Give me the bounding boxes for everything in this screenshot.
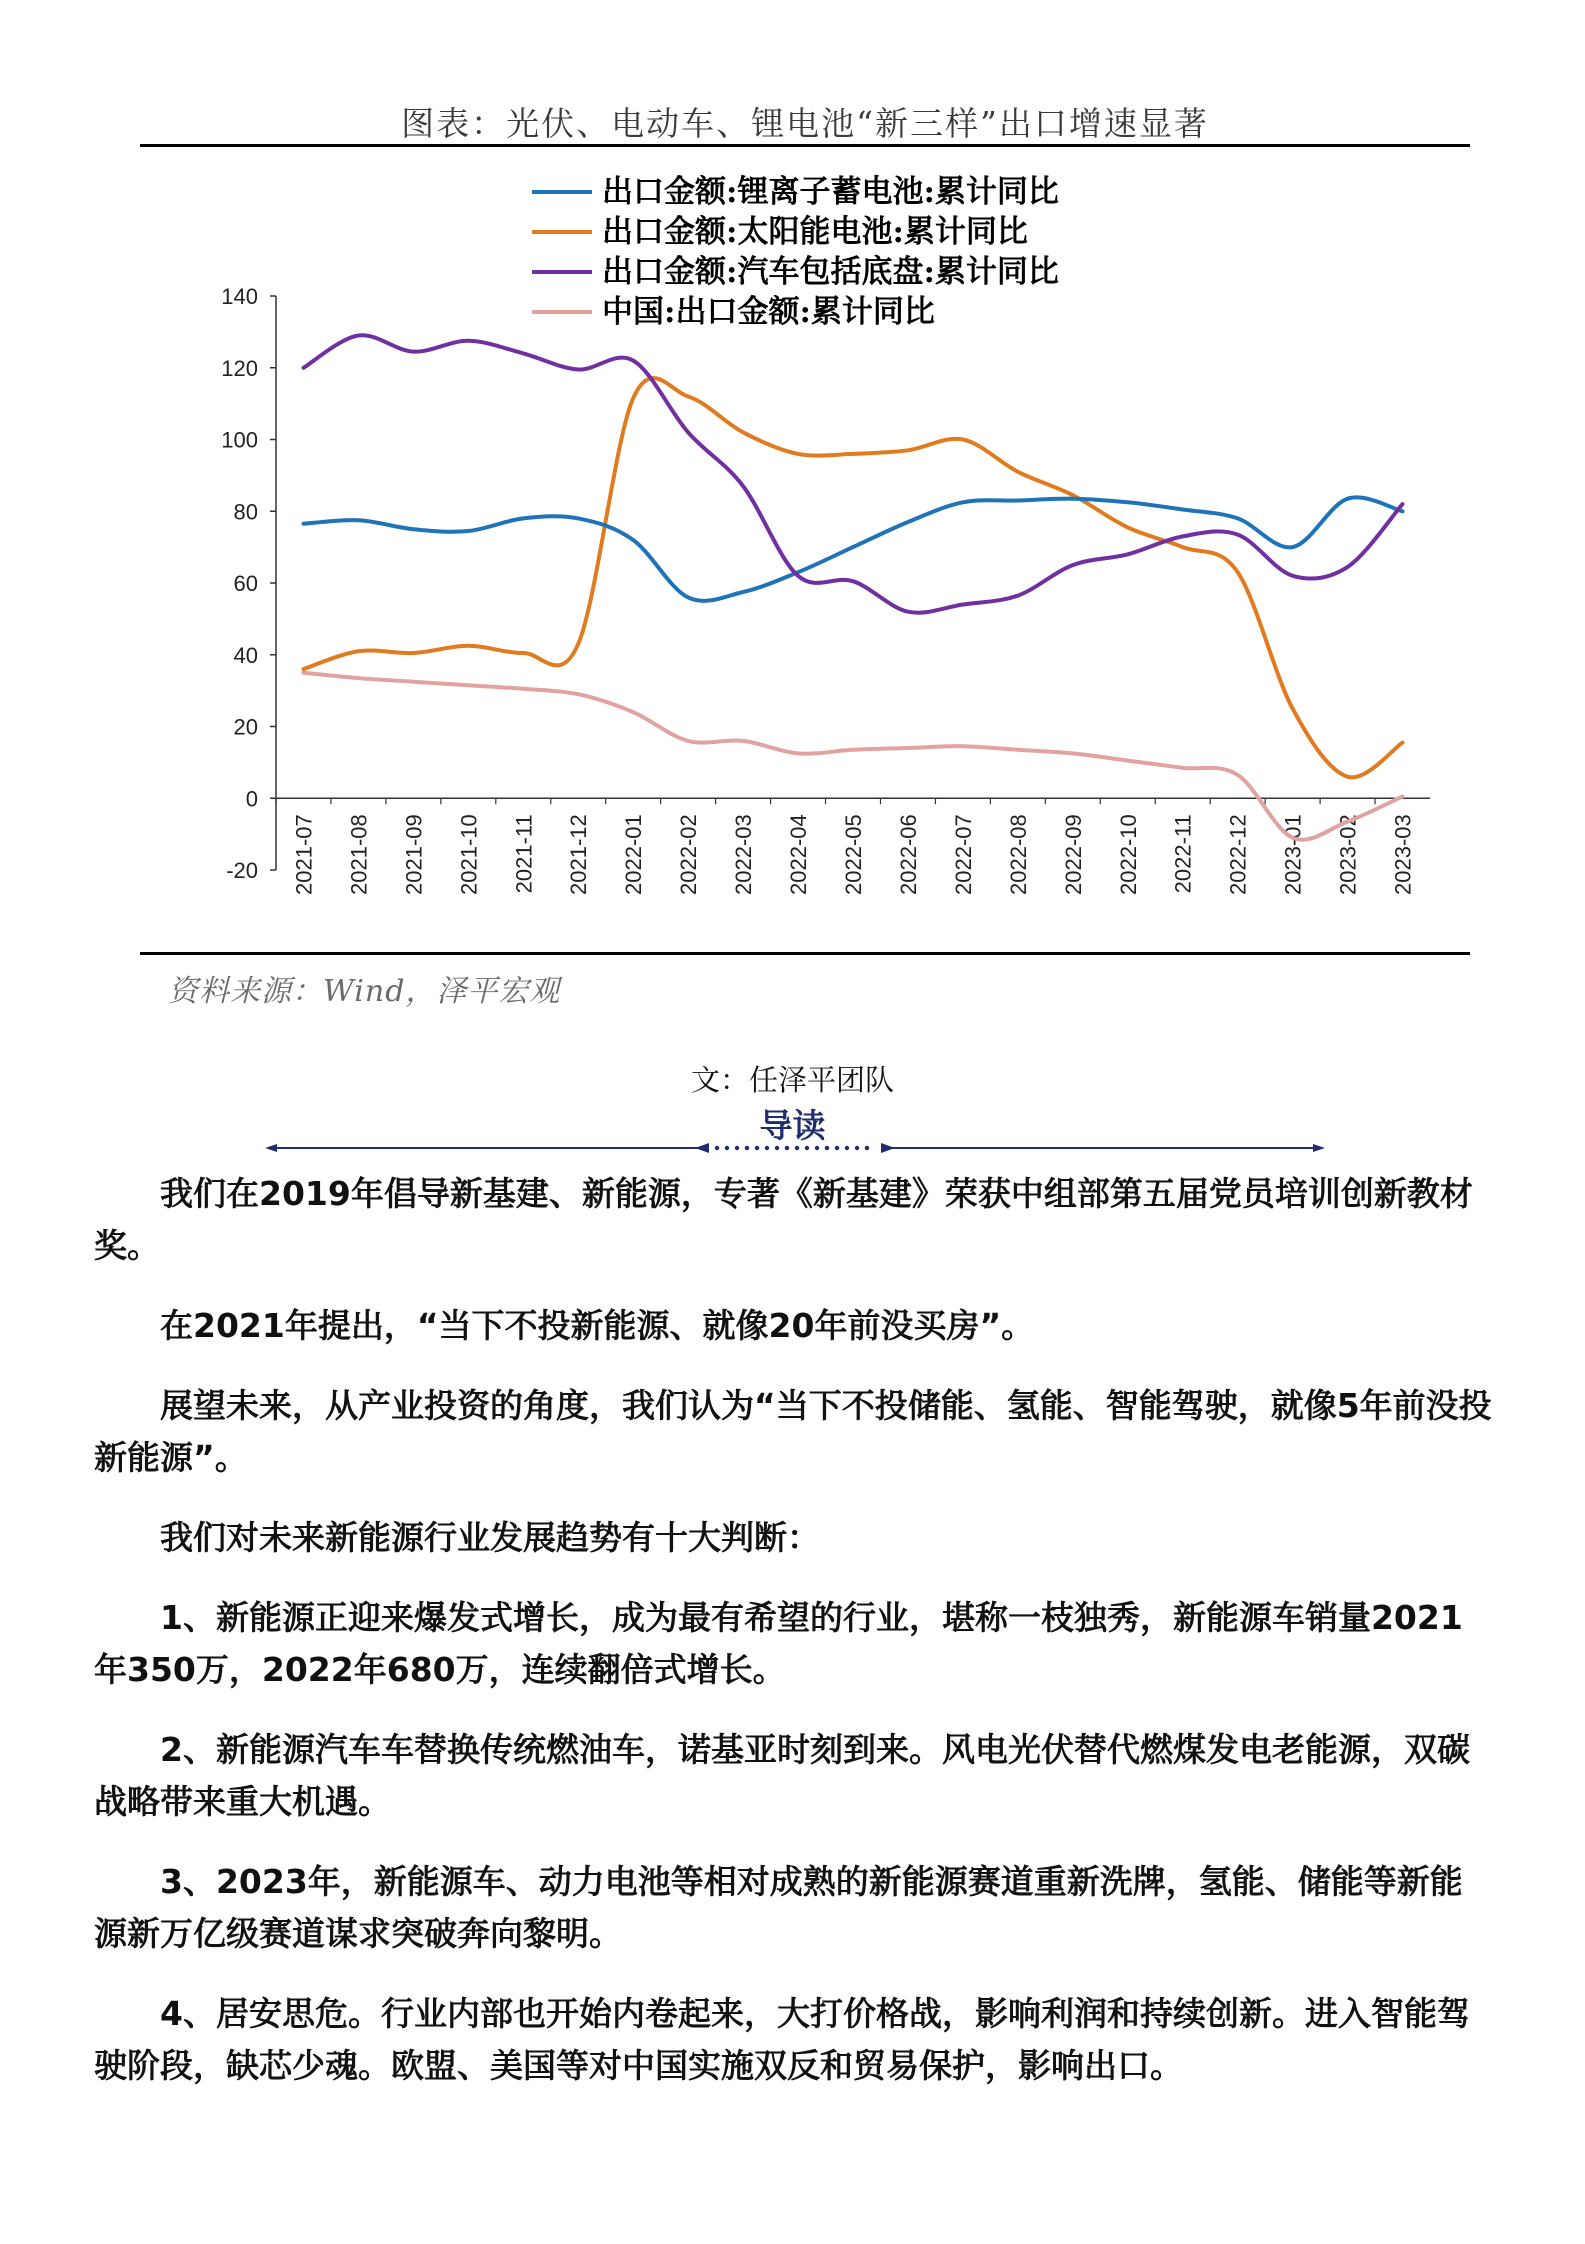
x-tick-label: 2022-01 bbox=[621, 814, 647, 895]
article-paragraph: 我们对未来新能源行业发展趋势有十大判断： bbox=[160, 1518, 820, 1557]
chart-series bbox=[304, 335, 1403, 839]
y-tick-label: 40 bbox=[233, 642, 258, 668]
y-tick-label: -20 bbox=[226, 858, 258, 883]
line-chart bbox=[140, 150, 1470, 950]
x-tick-label: 2022-11 bbox=[1170, 814, 1196, 894]
article-body bbox=[94, 1168, 1494, 2120]
figure-top-rule bbox=[140, 144, 1470, 147]
x-tick-label: 2022-05 bbox=[841, 814, 866, 895]
article-paragraph: 1、新能源正迎来爆发式增长，成为最有希望的行业，堪称一枝独秀，新能源车销量2021年350万，2022年680万，连续翻倍式增长。 bbox=[94, 1598, 1463, 1689]
guide-heading: 导读 bbox=[759, 1106, 826, 1145]
y-tick-label: 100 bbox=[221, 427, 258, 453]
article-paragraph: 2、新能源汽车车替换传统燃油车，诺基亚时刻到来。风电光伏替代燃煤发电老能源，双碳战略带来重大机遇。 bbox=[94, 1730, 1470, 1821]
guide-ornament-divider bbox=[265, 1138, 1325, 1158]
y-tick-label: 140 bbox=[221, 284, 258, 309]
x-tick-label: 2022-12 bbox=[1225, 814, 1251, 895]
y-tick-label: 80 bbox=[233, 499, 258, 525]
y-tick-label: 20 bbox=[233, 714, 258, 740]
article-paragraph: 4、居安思危。行业内部也开始内卷起来，大打价格战，影响利润和持续创新。进入智能驾驶阶段，缺芯少魂。欧盟、美国等对中国实施双反和贸易保护，影响出口。 bbox=[94, 1994, 1470, 2085]
x-tick-label: 2021-10 bbox=[456, 814, 482, 895]
figure-title: 图表：光伏、电动车、锂电池“新三样”出口增速显著 bbox=[401, 104, 1209, 143]
x-tick-label: 2022-06 bbox=[895, 814, 921, 895]
x-tick-label: 2022-10 bbox=[1115, 814, 1141, 895]
x-tick-label: 2022-02 bbox=[676, 814, 702, 895]
x-tick-label: 2022-09 bbox=[1060, 814, 1086, 895]
x-tick-label: 2021-12 bbox=[566, 814, 592, 895]
article-paragraph: 展望未来，从产业投资的角度，我们认为“当下不投储能、氢能、智能驾驶，就像5年前没投新能源”。 bbox=[94, 1386, 1492, 1477]
article-paragraph: 我们在2019年倡导新基建、新能源，专著《新基建》荣获中组部第五届党员培训创新教材奖。 bbox=[94, 1174, 1473, 1265]
x-tick-label: 2022-07 bbox=[950, 814, 976, 895]
x-tick-label: 2021-07 bbox=[291, 814, 317, 895]
article-paragraph: 在2021年提出，“当下不投新能源、就像20年前没买房”。 bbox=[160, 1306, 1035, 1345]
figure-source: 资料来源：Wind，泽平宏观 bbox=[168, 974, 561, 1009]
figure-bottom-rule bbox=[140, 952, 1470, 955]
legend-label: 中国:出口金额:累计同比 bbox=[602, 294, 935, 330]
x-tick-label: 2021-11 bbox=[511, 814, 537, 894]
y-tick-label: 120 bbox=[221, 355, 258, 381]
y-tick-label: 0 bbox=[245, 786, 258, 812]
legend-label: 出口金额:汽车包括底盘:累计同比 bbox=[602, 254, 1059, 290]
x-tick-label: 2021-09 bbox=[401, 814, 427, 895]
y-tick-label: 60 bbox=[233, 571, 258, 596]
legend-label: 出口金额:锂离子蓄电池:累计同比 bbox=[602, 174, 1059, 210]
x-tick-label: 2023-02 bbox=[1335, 814, 1361, 895]
x-tick-label: 2021-08 bbox=[346, 814, 372, 895]
x-tick-label: 2023-03 bbox=[1390, 814, 1416, 895]
chart-legend bbox=[532, 174, 1059, 330]
x-axis bbox=[276, 798, 1430, 895]
series-line-1 bbox=[304, 497, 1403, 600]
x-tick-label: 2022-03 bbox=[731, 814, 757, 895]
series-line-2 bbox=[304, 378, 1403, 777]
legend-label: 出口金额:太阳能电池:累计同比 bbox=[602, 214, 1028, 250]
y-axis bbox=[221, 284, 276, 883]
x-tick-label: 2022-08 bbox=[1005, 814, 1031, 895]
article-byline: 文：任泽平团队 bbox=[690, 1063, 894, 1097]
x-tick-label: 2022-04 bbox=[786, 814, 812, 895]
x-tick-label: 2023-01 bbox=[1280, 814, 1306, 895]
article-paragraph: 3、2023年，新能源车、动力电池等相对成熟的新能源赛道重新洗牌，氢能、储能等新能源新万亿级赛道谋求突破奔向黎明。 bbox=[94, 1862, 1463, 1953]
